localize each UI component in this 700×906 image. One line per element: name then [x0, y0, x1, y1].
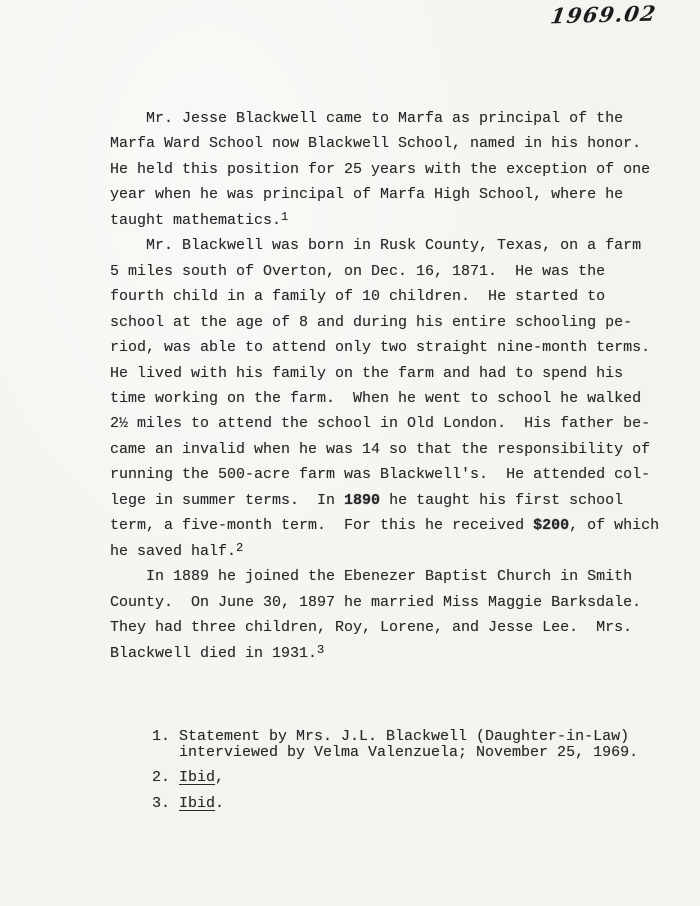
- text-line: running the 500-acre farm was Blackwell's. He attended col-: [110, 466, 651, 484]
- footnote-text: [179, 729, 638, 760]
- text-line: They had three children, Roy, Lorene, and Jesse Lee. Mrs.: [110, 619, 633, 637]
- text-line: term, a five-month term. For this he received $200, of which: [110, 517, 660, 535]
- text-line: lege in summer terms. In 1890 he taught his first school: [110, 491, 624, 509]
- footnote-number: 2.: [152, 769, 171, 786]
- footnote-item: [152, 770, 652, 786]
- footnote-number: 3.: [152, 794, 171, 812]
- emphasized-text: Ibid: [179, 794, 216, 812]
- text-line: Statement by Mrs. J.L. Blackwell (Daughter-in-Law): [179, 728, 630, 745]
- footnote-item: [152, 796, 652, 812]
- text-line: Mr. Blackwell was born in Rusk County, Texas, on a farm: [146, 237, 642, 255]
- text-line: 2½ miles to attend the school in Old London. His father be-: [110, 415, 651, 433]
- footnote-marker: 1: [281, 209, 289, 224]
- emphasized-text: $200: [533, 517, 570, 535]
- text-line: school at the age of 8 and during his entire schooling pe-: [110, 313, 633, 331]
- paragraph: [110, 106, 675, 233]
- text-line: fourth child in a family of 10 children. He started to: [110, 288, 606, 306]
- text-line: came an invalid when he was 14 so that the responsibility of: [110, 440, 651, 458]
- text-line: time working on the farm. When he went to school he walked: [110, 389, 642, 407]
- text-line: taught mathematics.$^1$: [110, 209, 289, 229]
- text-line: Mr. Jesse Blackwell came to Marfa as principal of the: [146, 110, 624, 127]
- footnotes-section: [152, 729, 652, 821]
- text-line: He held this position for 25 years with the exception of one: [110, 160, 651, 178]
- text-line: Ibid,: [179, 769, 225, 786]
- footnote-marker: 3: [317, 642, 325, 657]
- text-line: 5 miles south of Overton, on Dec. 16, 1871. He was the: [110, 262, 606, 280]
- text-line: In 1889 he joined the Ebenezer Baptist Church in Smith: [146, 568, 633, 586]
- footnote-text: [179, 796, 224, 812]
- text-line: interviewed by Velma Valenzuela; November 25, 1969.: [179, 743, 639, 761]
- emphasized-text: Ibid: [179, 769, 216, 786]
- footnote-number: 1.: [152, 728, 171, 745]
- footnote-item: [152, 729, 652, 760]
- handwritten-catalog-number: 1969.02: [548, 0, 659, 29]
- text-line: Marfa Ward School now Blackwell School, named in his honor.: [110, 135, 642, 153]
- footnote-text: [179, 770, 224, 786]
- text-line: He lived with his family on the farm and had to spend his: [110, 364, 624, 382]
- text-line: year when he was principal of Marfa High School, where he: [110, 186, 624, 204]
- paragraph: [110, 233, 675, 564]
- text-line: Blackwell died in 1931.$^3$: [110, 642, 325, 662]
- paragraph: [110, 564, 675, 666]
- footnote-marker: 2: [236, 540, 244, 555]
- emphasized-text: 1890: [344, 491, 381, 509]
- text-line: Ibid.: [179, 794, 225, 812]
- text-line: County. On June 30, 1897 he married Miss Maggie Barksdale.: [110, 593, 642, 611]
- document-body: [110, 106, 675, 666]
- text-line: he saved half.$^2$: [110, 540, 244, 560]
- text-line: riod, was able to attend only two straight nine-month terms.: [110, 339, 651, 357]
